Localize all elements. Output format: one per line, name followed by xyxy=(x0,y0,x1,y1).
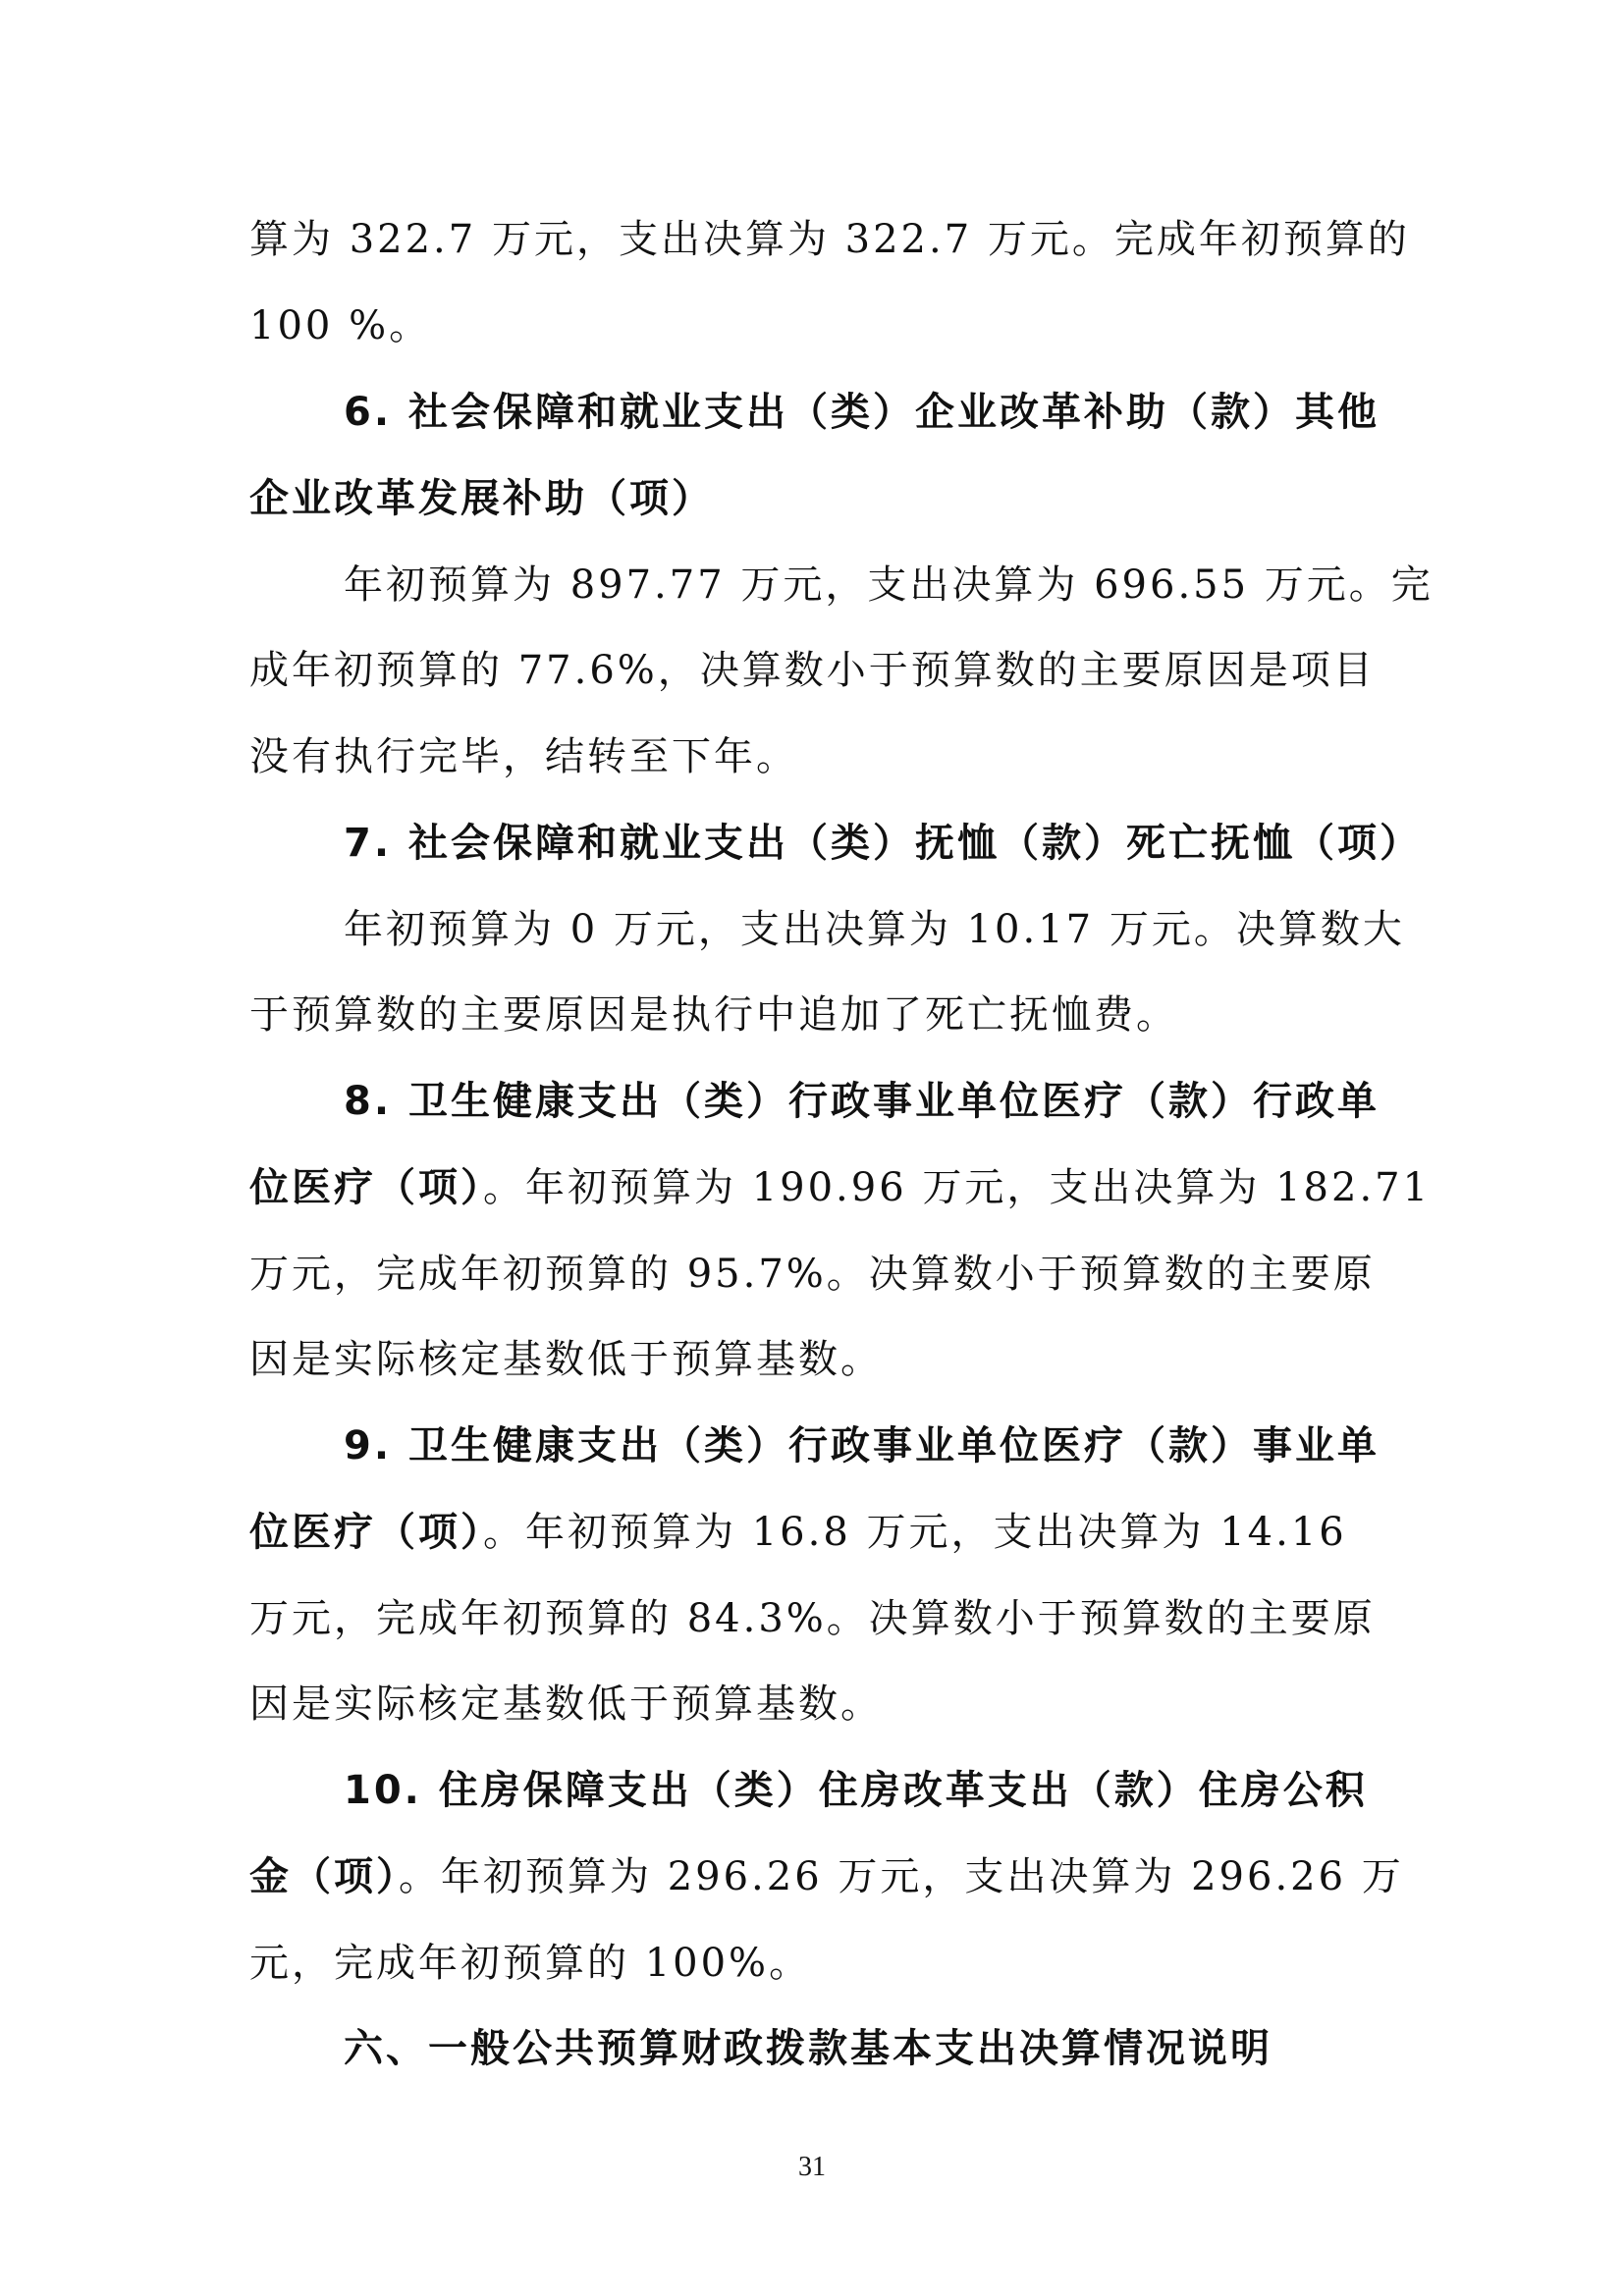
text-line xyxy=(249,1679,1388,1730)
text-line-content: 元，完成年初预算的 100%。 xyxy=(249,1941,812,1986)
section-heading xyxy=(249,473,1388,524)
text-line xyxy=(249,300,1388,351)
heading-text: 8. 卫生健康支出（类）行政事业单位医疗（款）行政单 xyxy=(344,1079,1380,1124)
text-line xyxy=(249,645,1388,696)
text-line-content: 。年初预算为 190.96 万元，支出决算为 182.71 xyxy=(483,1165,1432,1210)
text-line-content: 。年初预算为 16.8 万元，支出决算为 14.16 xyxy=(483,1510,1347,1555)
text-line-content: 。年初预算为 296.26 万元，支出决算为 296.26 万 xyxy=(399,1854,1404,1899)
page-number: 31 xyxy=(798,2152,826,2182)
text-line xyxy=(249,731,1388,782)
text-line-content: 万元，完成年初预算的 95.7%。决算数小于预算数的主要原 xyxy=(249,1252,1376,1297)
text-line xyxy=(249,989,1388,1041)
text-line-content: 万元，完成年初预算的 84.3%。决算数小于预算数的主要原 xyxy=(249,1596,1376,1641)
heading-text: 7. 社会保障和就业支出（类）抚恤（款）死亡抚恤（项） xyxy=(344,821,1422,866)
text-line xyxy=(249,1162,1432,1213)
text-line-content: 因是实际核定基数低于预算基数。 xyxy=(249,1337,883,1382)
text-line xyxy=(249,1249,1388,1300)
text-line xyxy=(344,904,1405,955)
chapter-heading xyxy=(344,2023,1388,2074)
heading-text-inline: 金（项） xyxy=(249,1854,399,1899)
text-line xyxy=(249,1507,1388,1558)
heading-text: 10. 住房保障支出（类）住房改革支出（款）住房公积 xyxy=(344,1768,1368,1813)
heading-text-inline: 位医疗（项） xyxy=(249,1165,483,1210)
section-heading xyxy=(344,1420,1388,1471)
text-line xyxy=(249,1334,1388,1385)
chapter-heading-text: 六、一般公共预算财政拨款基本支出决算情况说明 xyxy=(344,2026,1272,2071)
text-line xyxy=(249,1938,1388,1989)
text-line xyxy=(249,214,1410,265)
text-line-content: 于预算数的主要原因是执行中追加了死亡抚恤费。 xyxy=(249,992,1178,1038)
text-line-content: 年初预算为 897.77 万元，支出决算为 696.55 万元。完 xyxy=(344,562,1434,608)
section-heading xyxy=(344,387,1388,438)
text-line-content: 算为 322.7 万元，支出决算为 322.7 万元。完成年初预算的 xyxy=(249,217,1410,262)
text-line xyxy=(249,1593,1388,1644)
text-line-content: 100 %。 xyxy=(249,303,432,348)
text-line xyxy=(249,1851,1404,1902)
text-line xyxy=(344,560,1434,611)
section-heading xyxy=(344,1076,1388,1127)
heading-text: 企业改革发展补助（项） xyxy=(249,476,714,521)
text-line-content: 成年初预算的 77.6%，决算数小于预算数的主要原因是项目 xyxy=(249,648,1376,693)
text-line-content: 年初预算为 0 万元，支出决算为 10.17 万元。决算数大 xyxy=(344,907,1405,952)
heading-text: 9. 卫生健康支出（类）行政事业单位医疗（款）事业单 xyxy=(344,1423,1380,1468)
section-heading xyxy=(344,1765,1388,1816)
text-line-content: 没有执行完毕，结转至下年。 xyxy=(249,734,798,779)
section-heading xyxy=(344,818,1422,869)
text-line-content: 因是实际核定基数低于预算基数。 xyxy=(249,1682,883,1727)
heading-text-inline: 位医疗（项） xyxy=(249,1510,483,1555)
heading-text: 6. 社会保障和就业支出（类）企业改革补助（款）其他 xyxy=(344,390,1380,435)
